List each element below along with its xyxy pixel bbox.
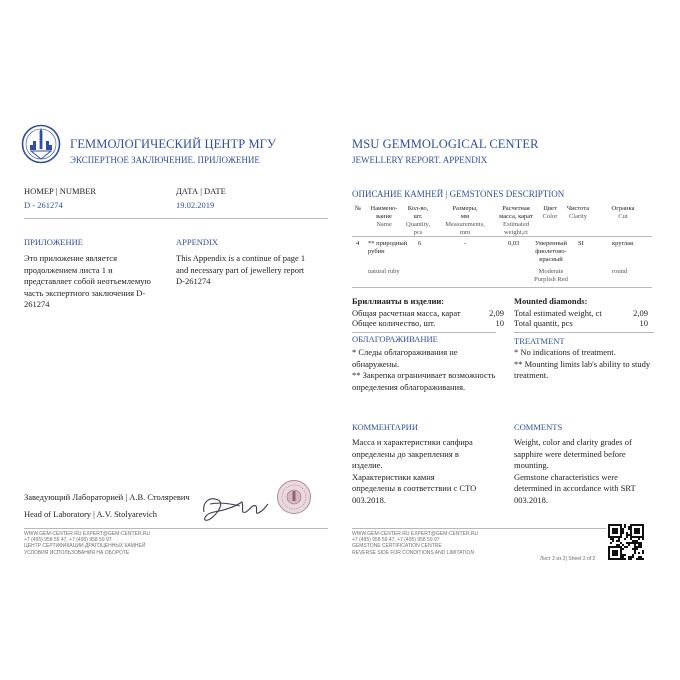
diamonds-en-mass-value: 2,09 — [633, 308, 648, 318]
row-name-ru: ** природный рубин — [368, 240, 408, 255]
number-label: НОМЕР | NUMBER — [24, 186, 97, 196]
row-measurements: - — [464, 240, 467, 247]
appendix-en-title: APPENDIX — [176, 237, 219, 247]
right-org-title: MSU GEMMOLOGICAL CENTER — [352, 137, 539, 151]
col-header-color: Цвет Color — [542, 205, 558, 220]
table-header-divider — [352, 236, 652, 237]
treat-en-divider — [514, 332, 654, 333]
row-clarity: SI — [578, 240, 584, 247]
row-num: 4 — [356, 240, 360, 247]
appendix-ru-text: Это приложение является продолжением листа 1 и представляет собой неотъемлемую часть экспертного заключения D- 261274 — [24, 253, 151, 309]
row-color-en: Moderate Purplish Red — [534, 268, 568, 283]
table-bottom-divider — [352, 287, 652, 288]
diamonds-ru-mass-value: 2,09 — [489, 308, 504, 318]
qr-code-icon — [608, 524, 644, 560]
diamonds-ru-mass-label: Общая расчетная масса, карат — [352, 308, 461, 318]
treatment-en-title: TREATMENT — [514, 336, 565, 346]
right-footer: WWW.GEM-CENTER.RU EXPERT@GEM-CENTER.RU +7 (495) 958 59 47, +7 (495) 958 59 97 GEMSTONE CERTIFICATION CENTRE REVERSE SIDE FOR CONDITIONS AND LIMITATION — [352, 531, 479, 556]
left-org-subtitle: ЭКСПЕРТНОЕ ЗАКЛЮЧЕНИЕ. ПРИЛОЖЕНИЕ — [70, 155, 260, 165]
left-divider-top — [24, 218, 328, 219]
right-org-subtitle: JEWELLERY REPORT. APPENDIX — [352, 155, 488, 165]
row-color-ru: Умеренный фиолетово- красный — [535, 240, 567, 263]
treatment-ru-text: * Следы облагораживания не обнаружены. ** Закрепка ограничивает возможность определения облагораживания. — [352, 347, 496, 392]
diamonds-ru-qty-value: 10 — [495, 318, 504, 328]
col-header-weight: Расчетная масса, карат Estimated weight,ct — [499, 205, 533, 236]
left-footer: WWW.GEM-CENTER.RU EXPERT@GEM-CENTER.RU +7 (495) 958 59 47, +7 (495) 958 59 97 ЦЕНТР СЕРТИФИКАЦИИ ДРАГОЦЕННЫХ КАМНЕЙ УСЛОВИЯ ИСПОЛЬЗОВАНИЯ НА ОБОРОТЕ — [24, 531, 151, 556]
row-name-en: natural ruby — [368, 268, 400, 275]
row-cut-ru: круглая — [612, 240, 634, 247]
col-header-name: Наимено- вание Name — [370, 205, 398, 228]
diamonds-en-mass-label: Total estimated weight, ct — [514, 308, 602, 318]
diamonds-ru-title: Бриллианты в изделии: — [352, 296, 445, 306]
stamp-seal-icon — [276, 479, 312, 515]
appendix-ru-title: ПРИЛОЖЕНИЕ — [24, 237, 83, 247]
gemstones-desc-title: ОПИСАНИЕ КАМНЕЙ | GEMSTONES DESCRIPTION — [352, 189, 565, 199]
right-divider-bottom — [352, 528, 606, 529]
date-value: 19.02.2019 — [176, 200, 215, 210]
signature-icon — [196, 490, 270, 526]
comments-en-text: Weight, color and clarity grades of sapphire were determined before mounting. Gemstone characteristics were determined in accordance with SRT 003.2018. — [514, 437, 636, 505]
left-divider-bottom — [24, 528, 328, 529]
col-header-num: № — [354, 205, 362, 212]
comments-ru-text: Масса и характеристики сапфира определены до закрепления в изделие. Характеристики камня определены в соответствии с СТО 003.2018. — [352, 437, 477, 505]
comments-en-title: COMMENTS — [514, 422, 563, 432]
number-value: D - 261274 — [24, 200, 63, 210]
msu-logo-icon — [21, 124, 61, 164]
diamonds-ru-qty-label: Общее количество, шт. — [352, 318, 436, 328]
diamonds-en-qty-label: Total quantit, pcs — [514, 318, 573, 328]
diamonds-en-title: Mounted diamonds: — [514, 296, 588, 306]
head-of-lab-en: Head of Laboratory | A.V. Stolyarevich — [24, 509, 158, 519]
row-cut-en: round — [612, 268, 628, 275]
treat-ru-divider — [352, 332, 496, 333]
head-of-lab-ru: Заведующий Лабораторией | А.В. Столяревич — [24, 492, 190, 502]
col-header-clarity: Чистота Clarity — [566, 205, 590, 220]
treatment-ru-title: ОБЛАГОРАЖИВАНИЕ — [352, 334, 438, 344]
left-org-title: ГЕММОЛОГИЧЕСКИЙ ЦЕНТР МГУ — [70, 137, 276, 151]
diamonds-en-qty-value: 10 — [639, 318, 648, 328]
diamonds-en-block — [514, 296, 648, 328]
col-header-measurements: Размеры, мм Measurements, mm — [445, 205, 485, 236]
sheet-label: Лист 2 из 2| Sheet 2 of 2 — [540, 556, 596, 562]
treatment-en-text: * No indications of treatment. ** Mounting limits lab's ability to study treatment. — [514, 347, 651, 380]
row-quantity: 6 — [418, 240, 422, 247]
col-header-cut: Огранка Cut — [611, 205, 635, 220]
col-header-quantity: Кол-во, шт. Quantity, pcs — [406, 205, 430, 236]
diamonds-ru-block — [352, 296, 504, 328]
date-label: ДАТА | DATE — [176, 186, 226, 196]
row-weight: 0,03 — [508, 240, 520, 247]
appendix-en-text: This Appendix is a continue of page 1 and necessary part of jewellery report D-261274 — [176, 253, 306, 286]
comments-ru-title: КОММЕНТАРИИ — [352, 422, 418, 432]
